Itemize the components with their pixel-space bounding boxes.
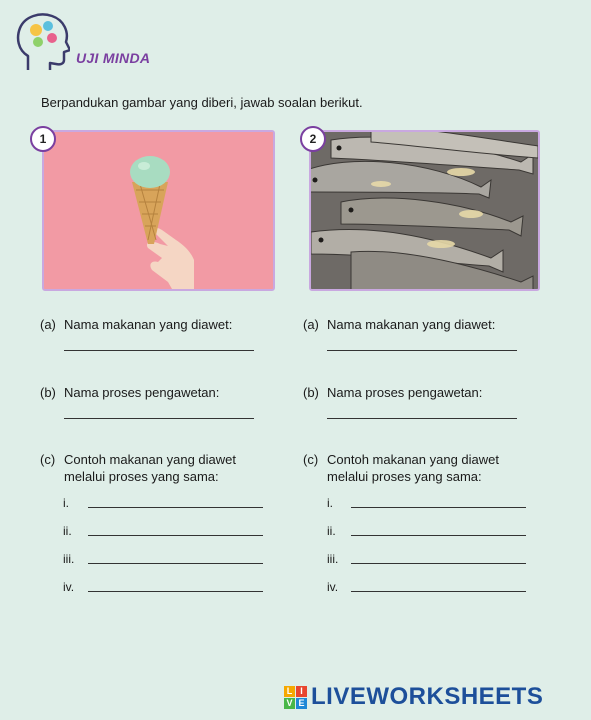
question-label: (c) — [303, 452, 319, 467]
question-a-2 — [303, 316, 495, 333]
answer-line-c2-2[interactable] — [351, 535, 526, 536]
answer-line-b-2[interactable] — [327, 418, 517, 419]
dried-fish-photo — [309, 130, 540, 291]
item-label: ii. — [63, 524, 72, 538]
answer-line-c2-1[interactable] — [88, 535, 263, 536]
section-title: UJI MINDA — [76, 50, 151, 66]
liveworksheets-logo[interactable] — [284, 683, 543, 711]
question-text: Nama proses pengawetan: — [327, 385, 483, 400]
answer-line-c4-2[interactable] — [351, 591, 526, 592]
logo-letter: V — [284, 698, 295, 709]
question-text: Nama makanan yang diawet: — [327, 317, 496, 332]
item-label: iii. — [327, 552, 339, 566]
instruction-text: Berpandukan gambar yang diberi, jawab soalan berikut. — [41, 95, 363, 110]
logo-letter: I — [296, 686, 307, 697]
liveworksheets-icon — [284, 686, 307, 709]
question-text: Contoh makanan yang diawet — [327, 452, 500, 467]
answer-line-c4-1[interactable] — [88, 591, 263, 592]
answer-line-a-1[interactable] — [64, 350, 254, 351]
answer-line-c3-1[interactable] — [88, 563, 263, 564]
panel-1-number: 1 — [30, 126, 56, 152]
question-b-2 — [303, 384, 482, 401]
item-label: iii. — [63, 552, 75, 566]
question-label: (a) — [40, 317, 56, 332]
item-label: i. — [327, 496, 333, 510]
question-text: melalui proses yang sama: — [64, 469, 219, 484]
question-label: (c) — [40, 452, 56, 467]
item-label: iv. — [327, 580, 339, 594]
question-text: Nama makanan yang diawet: — [64, 317, 233, 332]
question-label: (a) — [303, 317, 319, 332]
panel-2-number: 2 — [300, 126, 326, 152]
question-label: (b) — [40, 385, 56, 400]
logo-letter: L — [284, 686, 295, 697]
question-c-1 — [40, 451, 236, 485]
question-text: melalui proses yang sama: — [327, 469, 482, 484]
question-c-2 — [303, 451, 499, 485]
answer-line-c1-2[interactable] — [351, 507, 526, 508]
item-label: ii. — [327, 524, 336, 538]
brain-head-icon — [14, 12, 70, 74]
answer-line-c3-2[interactable] — [351, 563, 526, 564]
answer-line-a-2[interactable] — [327, 350, 517, 351]
question-label: (b) — [303, 385, 319, 400]
question-text: Nama proses pengawetan: — [64, 385, 220, 400]
question-b-1 — [40, 384, 219, 401]
brand-name: LIVEWORKSHEETS — [311, 683, 544, 710]
answer-line-b-1[interactable] — [64, 418, 254, 419]
ice-cream-photo — [42, 130, 275, 291]
question-a-1 — [40, 316, 232, 333]
question-text: Contoh makanan yang diawet — [64, 452, 237, 467]
logo-letter: E — [296, 698, 307, 709]
answer-line-c1-1[interactable] — [88, 507, 263, 508]
item-label: iv. — [63, 580, 75, 594]
item-label: i. — [63, 496, 69, 510]
